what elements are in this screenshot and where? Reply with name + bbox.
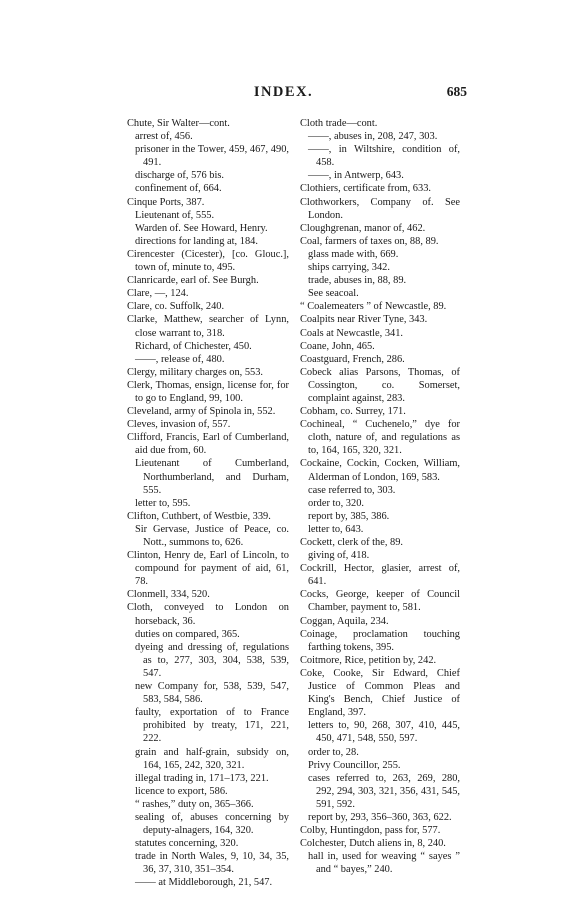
index-subentry: faulty, exportation of to France prohibited by treaty, 171, 221, 222. xyxy=(135,707,289,745)
index-subentry: Warden of. See Howard, Henry. xyxy=(135,222,268,234)
index-entry: Cinque Ports, 387. xyxy=(127,196,205,208)
index-subentry: duties on compared, 365. xyxy=(135,628,240,640)
index-entry: Clothiers, certificate from, 633. xyxy=(300,183,431,195)
index-subentry: letter to, 643. xyxy=(308,523,364,535)
index-subentry: illegal trading in, 171–173, 221. xyxy=(135,772,269,784)
index-subentry: letters to, 90, 268, 307, 410, 445, 450, 471, 548, 550, 597. xyxy=(308,720,460,745)
index-entry: Cobeck alias Parsons, Thomas, of Cossington, co. Somerset, complaint against, 283. xyxy=(300,366,460,404)
index-subentry: Sir Gervase, Justice of Peace, co. Nott., summons to, 626. xyxy=(135,523,289,548)
index-subentry: Privy Councillor, 255. xyxy=(308,759,401,771)
index-subentry: new Company for, 538, 539, 547, 583, 584, 586. xyxy=(135,681,289,706)
index-entry: Clifford, Francis, Earl of Cumberland, aid due from, 60. xyxy=(127,432,289,457)
index-entry: Coane, John, 465. xyxy=(300,340,375,352)
index-entry: Clinton, Henry de, Earl of Lincoln, to compound for payment of aid, 61, 78. xyxy=(127,550,289,588)
index-entry: Clerk, Thomas, ensign, license for, for to go to England, 99, 100. xyxy=(127,379,289,404)
index-entry: Clifton, Cuthbert, of Westbie, 339. xyxy=(127,510,271,522)
index-subentry: glass made with, 669. xyxy=(308,248,399,260)
index-entry: Clare, —, 124. xyxy=(127,288,189,300)
index-subentry: ——, abuses in, 208, 247, 303. xyxy=(308,131,438,143)
index-subentry: ——, in Antwerp, 643. xyxy=(308,170,404,182)
index-entry: Clothworkers, Company of. See London. xyxy=(300,196,460,221)
index-subentry: ships carrying, 342. xyxy=(308,262,390,274)
index-entry: Cocks, George, keeper of Council Chamber, payment to, 581. xyxy=(300,589,460,614)
index-entry: Chute, Sir Walter—cont. xyxy=(127,118,230,129)
index-subentry: —— at Middleborough, 21, 547. xyxy=(135,877,273,889)
index-entry: Cockett, clerk of the, 89. xyxy=(300,537,404,548)
page-header xyxy=(0,84,567,104)
index-subentry: order to, 28. xyxy=(308,746,359,758)
index-subentry: sealing of, abuses concerning by deputy-alnagers, 164, 320. xyxy=(135,811,289,837)
index-subentry: case referred to, 303. xyxy=(308,484,396,496)
page-title: INDEX. xyxy=(253,84,314,100)
index-subentry: arrest of, 456. xyxy=(135,131,193,143)
index-subentry: letter to, 595. xyxy=(135,497,191,509)
index-entry: Cockrill, Hector, glasier, arrest of, 641. xyxy=(300,563,460,588)
index-subentry: “ rashes,” duty on, 365–366. xyxy=(135,798,254,810)
index-subentry: licence to export, 586. xyxy=(135,785,228,797)
index-entry: Cockaine, Cockin, Cocken, William, Alderman of London, 169, 583. xyxy=(300,458,460,483)
index-subentry: confinement of, 664. xyxy=(135,183,222,195)
index-subentry: ——, release of, 480. xyxy=(135,353,225,365)
index-subentry: order to, 320. xyxy=(308,497,364,509)
index-entry: Coals at Newcastle, 341. xyxy=(300,327,404,339)
index-subentry: trade in North Wales, 9, 10, 34, 35, 36, 37, 310, 351–354. xyxy=(135,851,289,876)
index-entry: Clare, co. Suffolk, 240. xyxy=(127,301,225,313)
page-number: 685 xyxy=(446,84,467,99)
index-subentry: Lieutenant of, 555. xyxy=(135,209,215,221)
index-subentry: ——, in Wiltshire, condition of, 458. xyxy=(308,144,460,169)
index-entry: Coitmore, Rice, petition by, 242. xyxy=(300,654,437,666)
index-subentry: prisoner in the Tower, 459, 467, 490, 491. xyxy=(135,144,289,169)
index-subentry: directions for landing at, 184. xyxy=(135,235,258,247)
index-entry: Cirencester (Cicester), [co. Glouc.], town of, minute to, 495. xyxy=(127,248,289,274)
index-entry: Colchester, Dutch aliens in, 8, 240. xyxy=(300,838,446,850)
index-entry: Coinage, proclamation touching farthing tokens, 395. xyxy=(300,628,460,653)
index-subentry: discharge of, 576 bis. xyxy=(135,170,224,182)
index-subentry: grain and half-grain, subsidy on, 164, 165, 242, 320, 321. xyxy=(135,746,289,771)
index-entry: Coalpits near River Tyne, 343. xyxy=(300,314,428,326)
index-entry: Cloughgrenan, manor of, 462. xyxy=(300,222,426,234)
index-entry: “ Coalemeaters ” of Newcastle, 89. xyxy=(300,301,447,313)
index-subentry: dyeing and dressing of, regulations as to, 277, 303, 304, 538, 539, 547. xyxy=(135,641,289,679)
index-entry: Cleves, invasion of, 557. xyxy=(127,419,231,431)
index-subentry: report by, 293, 356–360, 363, 622. xyxy=(308,811,452,823)
index-entry: Cloth trade—cont. xyxy=(300,118,378,129)
index-entry: Colby, Huntingdon, pass for, 577. xyxy=(300,825,441,837)
index-column-right xyxy=(300,117,460,876)
index-column-left xyxy=(127,117,289,890)
index-entry: Coastguard, French, 286. xyxy=(300,353,405,365)
index-entry: Cleveland, army of Spinola in, 552. xyxy=(127,406,276,418)
index-entry: Clonmell, 334, 520. xyxy=(127,589,210,601)
index-subentry: See seacoal. xyxy=(308,288,359,300)
index-subentry: hall in, used for weaving “ sayes ” and “ bayes,” 240. xyxy=(308,851,460,876)
index-entry: Cloth, conveyed to London on horseback, 36. xyxy=(127,602,289,627)
index-subentry: cases referred to, 263, 269, 280, 292, 294, 303, 321, 356, 431, 545, 591, 592. xyxy=(308,772,460,810)
index-entry: Cobham, co. Surrey, 171. xyxy=(300,406,406,418)
index-subentry: Richard, of Chichester, 450. xyxy=(135,340,252,352)
index-entry: Clarke, Matthew, searcher of Lynn, close warrant to, 318. xyxy=(127,314,289,339)
index-subentry: statutes concerning, 320. xyxy=(135,838,239,850)
index-entry: Clergy, military charges on, 553. xyxy=(127,366,264,378)
index-subentry: report by, 385, 386. xyxy=(308,510,390,522)
index-subentry: Lieutenant of Cumberland, Northumberland, and Durham, 555. xyxy=(135,458,289,496)
index-entry: Coke, Cooke, Sir Edward, Chief Justice of Common Pleas and King's Bench, Chief Justice of England, 397. xyxy=(300,667,460,719)
index-entry: Coggan, Aquila, 234. xyxy=(300,615,389,627)
index-entry: Cochineal, “ Cuchenelo,” dye for cloth, nature of, and regulations as to, 164, 165, 320, 321. xyxy=(300,419,460,457)
index-subentry: trade, abuses in, 88, 89. xyxy=(308,275,407,287)
index-entry: Clanricarde, earl of. See Burgh. xyxy=(127,275,259,287)
index-entry: Coal, farmers of taxes on, 88, 89. xyxy=(300,235,439,247)
index-subentry: giving of, 418. xyxy=(308,550,370,562)
